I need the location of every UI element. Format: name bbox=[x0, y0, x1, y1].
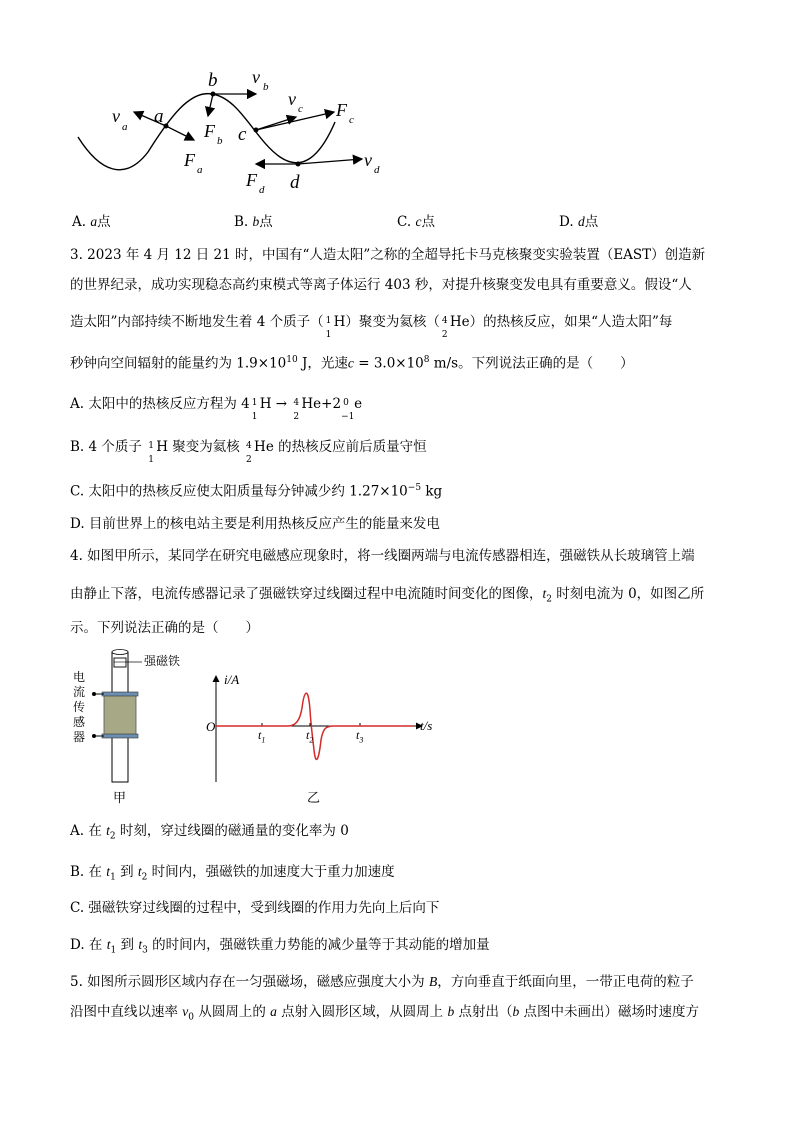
symbol-B: B bbox=[428, 974, 438, 989]
option-letter: A. bbox=[72, 214, 91, 230]
label-fb-sub: b bbox=[217, 135, 223, 147]
label-vb-sub: b bbox=[263, 81, 269, 93]
q2-option-c[interactable] bbox=[397, 212, 435, 232]
option-suffix: 点 bbox=[584, 214, 599, 230]
text: H 聚变为氦核 bbox=[156, 439, 245, 455]
option-suffix: 点 bbox=[97, 214, 111, 230]
label-fb: F bbox=[204, 121, 215, 141]
text: 的时间内，强磁铁重力势能的减少量等于其动能的增加量 bbox=[147, 937, 490, 953]
label-fd: F bbox=[246, 170, 257, 190]
text: B. 在 bbox=[70, 864, 107, 880]
q2-option-d[interactable] bbox=[559, 212, 598, 232]
figure-jia bbox=[70, 648, 220, 808]
label-fa-sub: a bbox=[197, 164, 203, 176]
q3-option-a[interactable]: A. 太阳中的热核反应方程为 4 1 1 H → 4 2 He+2 0 −1 e bbox=[70, 396, 363, 422]
text: C. 太阳中的热核反应使太阳质量每分钟减少约 1.27×10 bbox=[70, 483, 408, 500]
exponent: 10 bbox=[286, 355, 298, 365]
text: 时刻，穿过线圈的磁通量的变化率为 0 bbox=[115, 823, 349, 839]
sensor-char: 传 bbox=[73, 700, 86, 714]
q4-option-a[interactable] bbox=[70, 821, 349, 847]
tick-t: t bbox=[356, 728, 360, 742]
exponent: 8 bbox=[423, 355, 430, 365]
text: D. 在 bbox=[70, 937, 107, 953]
label-fa: F bbox=[184, 150, 195, 170]
text: H）聚变为氦核（ bbox=[333, 314, 440, 330]
q2-option-a[interactable] bbox=[72, 212, 111, 232]
q3-line-4 bbox=[70, 350, 634, 374]
symbol-t: t bbox=[106, 864, 111, 879]
symbol-t: t bbox=[106, 937, 111, 952]
origin-label: O bbox=[206, 719, 216, 734]
option-suffix: 点 bbox=[259, 214, 273, 230]
sensor-char: 感 bbox=[73, 715, 86, 729]
text: He）的热核反应，如果“人造太阳”每 bbox=[449, 314, 673, 330]
symbol-v: v bbox=[182, 1004, 189, 1019]
sensor-char: 流 bbox=[73, 685, 86, 699]
symbol-t: t bbox=[138, 937, 143, 952]
symbol-t: t bbox=[106, 823, 110, 838]
label-fc-sub: c bbox=[349, 114, 354, 126]
exponent: −5 bbox=[407, 483, 422, 493]
figure-yi bbox=[200, 670, 450, 790]
label-d: d bbox=[290, 172, 300, 193]
text: 从圆周上的 bbox=[194, 1004, 271, 1020]
text: He+2 bbox=[301, 396, 342, 412]
q4-line-3: 示。下列说法正确的是（ ） bbox=[70, 620, 259, 636]
text: 到 bbox=[116, 937, 139, 953]
text: m/s。下列说法正确的是（ ） bbox=[429, 355, 634, 372]
option-letter: D. bbox=[559, 214, 578, 230]
magnet bbox=[114, 658, 126, 667]
option-point: a bbox=[90, 214, 98, 229]
subscript: 2 bbox=[546, 594, 552, 605]
q2-option-b[interactable] bbox=[234, 212, 273, 232]
label-vc: v bbox=[288, 89, 296, 109]
option-suffix: 点 bbox=[421, 214, 435, 230]
text: = 3.0×10 bbox=[353, 355, 424, 372]
arrow-fc bbox=[256, 112, 334, 130]
text: J，光速 bbox=[297, 355, 348, 372]
text: e bbox=[354, 396, 363, 412]
symbol-b: b bbox=[447, 1004, 455, 1019]
q3-option-d[interactable]: D. 目前世界上的核电站主要是利用热核反应产生的能量来发电 bbox=[70, 516, 440, 532]
q4-option-b[interactable] bbox=[70, 862, 395, 888]
coil bbox=[104, 694, 136, 736]
option-letter: B. bbox=[234, 214, 253, 230]
y-axis-label: i/A bbox=[224, 672, 240, 687]
q3-option-c[interactable] bbox=[70, 478, 442, 502]
symbol-b: b bbox=[512, 1004, 520, 1019]
arrow-fb bbox=[208, 94, 213, 116]
q5-line-2 bbox=[70, 1002, 699, 1028]
subscript: 0 bbox=[188, 1012, 195, 1023]
caption-yi: 乙 bbox=[307, 791, 321, 806]
q4-line-2 bbox=[70, 584, 704, 610]
text: ，方向垂直于纸面向里，一带正电荷的粒子 bbox=[437, 974, 694, 990]
text: 时刻电流为 0，如图乙所 bbox=[552, 586, 705, 602]
q3-line-1: 3. 2023 年 4 月 12 日 21 时，中国有“人造太阳”之称的全超导托卡马克核聚变实验装置（EAST）创造新 bbox=[70, 247, 706, 263]
caption-jia: 甲 bbox=[113, 791, 127, 806]
symbol-a: a bbox=[270, 1004, 277, 1019]
symbol-t: t bbox=[137, 864, 142, 879]
option-letter: C. bbox=[397, 214, 416, 230]
text: 5. 如图所示圆形区域内存在一匀强磁场，磁感应强度大小为 bbox=[70, 974, 429, 990]
label-vb: v bbox=[252, 67, 260, 87]
label-fd-sub: d bbox=[259, 184, 265, 196]
symbol-t: t bbox=[542, 586, 547, 601]
sensor-char: 电 bbox=[73, 670, 86, 684]
subscript: 3 bbox=[142, 945, 148, 956]
wave-force-figure bbox=[70, 62, 400, 202]
sensor-label bbox=[73, 670, 87, 745]
tick-sub: 3 bbox=[359, 735, 364, 745]
subscript: 2 bbox=[141, 872, 148, 883]
text: A. 太阳中的热核反应方程为 4 bbox=[70, 396, 250, 412]
text: 造太阳”内部持续不断地发生着 4 个质子（ bbox=[70, 314, 324, 330]
label-va: v bbox=[112, 106, 120, 126]
label-vc-sub: c bbox=[298, 103, 303, 115]
text: 点图中未画出）磁场时速度方 bbox=[519, 1004, 700, 1020]
tick-sub: 2 bbox=[309, 735, 314, 745]
subscript: 1 bbox=[110, 945, 117, 956]
option-point: d bbox=[577, 214, 585, 229]
q5-line-1 bbox=[70, 972, 694, 992]
text: 由静止下落，电流传感器记录了强磁铁穿过线圈过程中电流随时间变化的图像， bbox=[70, 586, 543, 602]
label-c: c bbox=[238, 124, 247, 145]
subscript: 1 bbox=[110, 872, 116, 883]
symbol-c: c bbox=[347, 355, 354, 371]
q4-option-c[interactable]: C. 强磁铁穿过线圈的过程中，受到线圈的作用力先向上后向下 bbox=[70, 900, 440, 916]
tick-label-t1 bbox=[258, 728, 265, 744]
text: He 的热核反应前后质量守恒 bbox=[254, 439, 427, 455]
text: 沿图中直线以速率 bbox=[70, 1004, 183, 1020]
magnet-label: 强磁铁 bbox=[144, 654, 181, 668]
text: 时间内，强磁铁的加速度大于重力加速度 bbox=[147, 864, 395, 880]
tick-t: t bbox=[258, 728, 262, 742]
tick-label-t2 bbox=[306, 728, 313, 744]
tick-t: t bbox=[306, 728, 310, 742]
text: 点射入圆形区域，从圆周上 bbox=[276, 1004, 448, 1020]
q4-option-d[interactable] bbox=[70, 935, 490, 961]
text: B. 4 个质子 bbox=[70, 439, 147, 455]
text: 点射出（ bbox=[454, 1004, 513, 1020]
q3-line-3: 造太阳”内部持续不断地发生着 4 个质子（ 1 1 H）聚变为氦核（ 4 2 He）的热核反应，如果“人造太阳”每 bbox=[70, 314, 673, 340]
option-point: c bbox=[415, 214, 422, 229]
arrow-fa bbox=[166, 126, 194, 140]
label-va-sub: a bbox=[122, 121, 128, 133]
q4-line-1: 4. 如图甲所示，某同学在研究电磁感应现象时，将一线圈两端与电流传感器相连，强磁铁从长玻璃管上端 bbox=[70, 548, 695, 564]
label-a: a bbox=[154, 106, 164, 127]
label-b: b bbox=[208, 70, 218, 91]
text: H → bbox=[259, 396, 292, 412]
option-point: b bbox=[252, 214, 260, 229]
subscript: 2 bbox=[109, 831, 116, 842]
tick-sub: 1 bbox=[261, 735, 266, 745]
sensor-char: 器 bbox=[73, 730, 86, 744]
x-axis-label: t/s bbox=[420, 718, 433, 733]
q3-line-2: 的世界纪录，成功实现稳态高约束模式等离子体运行 403 秒，对提升核聚变发电具有重要意义。假设“人 bbox=[70, 277, 692, 293]
text: A. 在 bbox=[70, 823, 107, 839]
q3-option-b[interactable]: B. 4 个质子 1 1 H 聚变为氦核 4 2 He 的热核反应前后质量守恒 bbox=[70, 439, 427, 465]
text: 到 bbox=[115, 864, 138, 880]
label-vd: v bbox=[364, 150, 372, 170]
text: 秒钟向空间辐射的能量约为 1.9×10 bbox=[70, 355, 287, 372]
tick-label-t3 bbox=[356, 728, 363, 744]
text: kg bbox=[421, 483, 443, 500]
label-vd-sub: d bbox=[374, 164, 380, 176]
label-fc: F bbox=[336, 100, 347, 120]
